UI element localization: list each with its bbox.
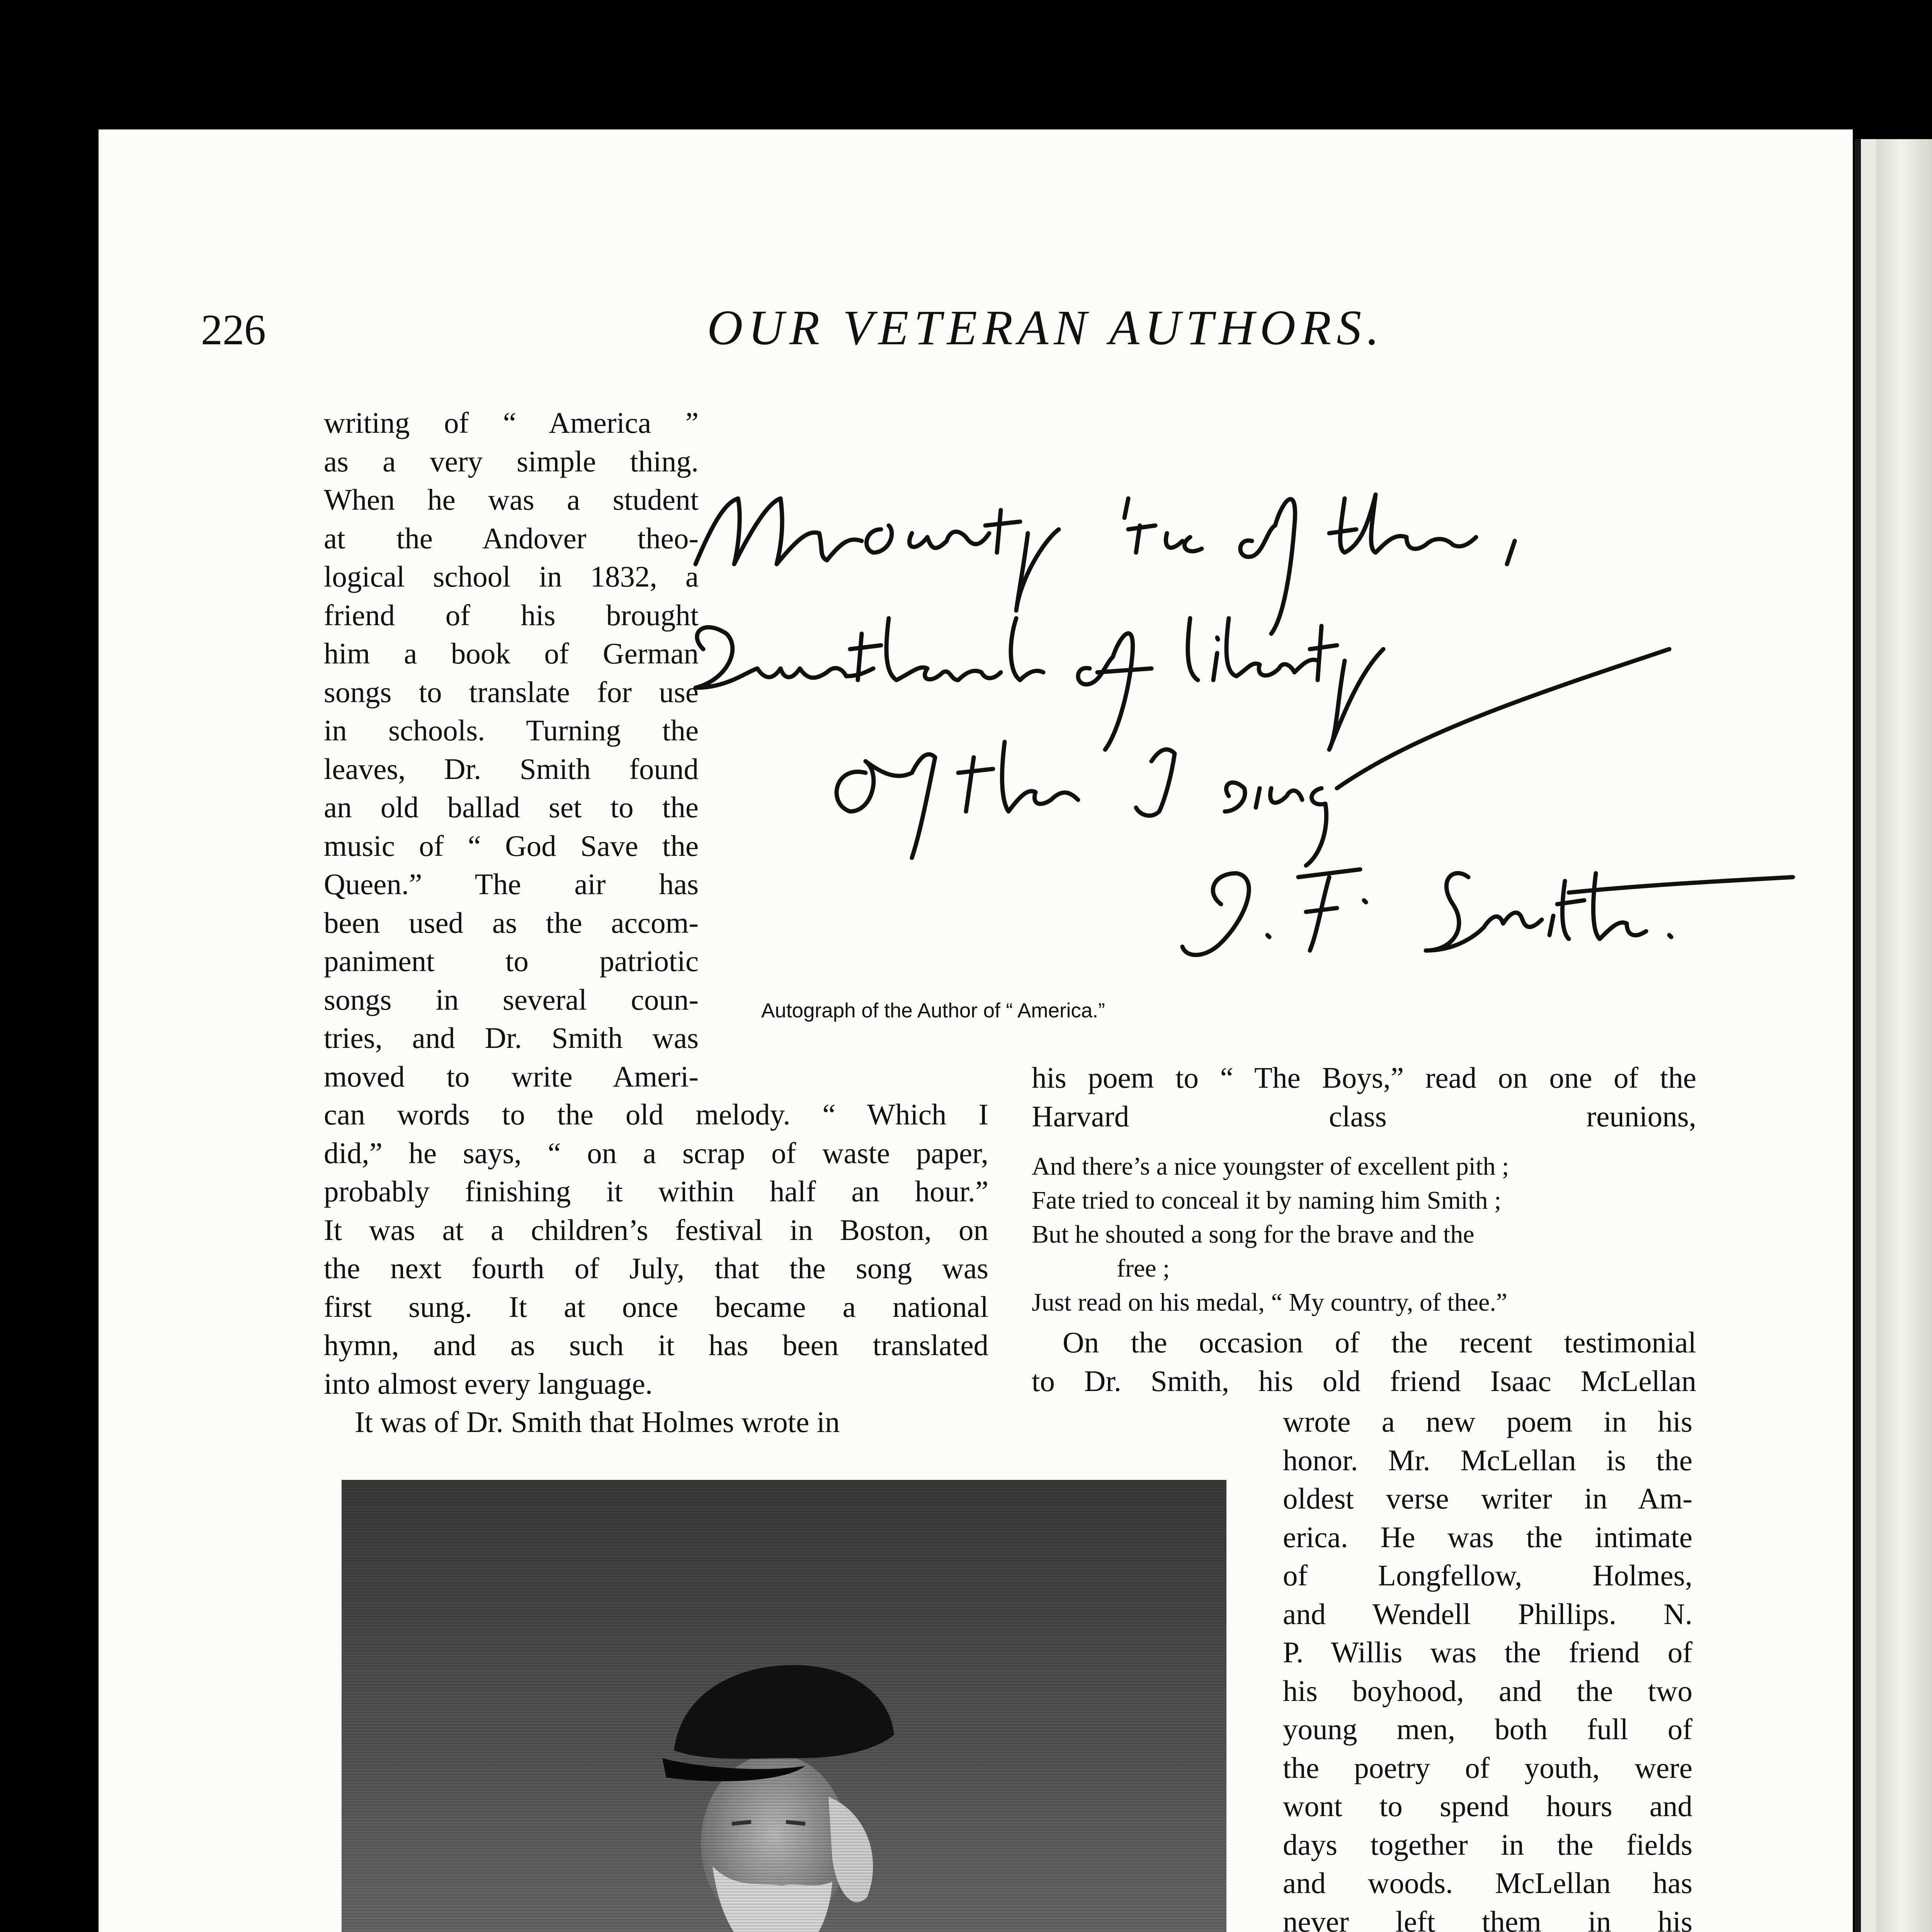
autograph-signature <box>680 402 1824 1036</box>
facing-page-edge <box>1855 139 1932 1932</box>
holmes-poem: And there’s a nice youngster of excellent pith ; Fate tried to conceal it by naming him Smith ; But he shouted a song for the brave and the free ; Just read on his medal, “ My country, of thee.” <box>1032 1152 1509 1316</box>
trowbridge-portrait-photo <box>342 1480 1226 1932</box>
autograph-caption: Autograph of the Author of “ America.” <box>761 999 1105 1022</box>
running-title: OUR VETERAN AUTHORS. <box>707 300 1385 355</box>
column1-bottom: can words to the old melody. “ Which I did,” he says, “ on a scrap of waste paper, probably finishing it within half an hour.” It was at a children’s festival in Boston, on the next fourth of July, that the song was first sung. It at once became a national hymn, and as such it has been translated into almost every language. It was of Dr. Smith that Holmes wrote in <box>324 1098 988 1439</box>
column2-narrow: wrote a new poem in his honor. Mr. McLellan is the oldest verse writer in Am- erica. He was the intimate of Longfellow, Holmes, and Wendell Phillips. N. P. Willis was the friend of his boyhood, and the two young men, both full of the poetry of youth, were wont to spend hours and days together in the fields and woods. McLellan has never left them in his <box>1283 1405 1692 1932</box>
column1-top: writing of “ America ” as a very simple thing. When he was a student at the Andover theo- logical school in 1832, a friend of his brought him a book of German songs to translate for use in schools. Turning the leaves, Dr. Smith found an old ballad set to the music of “ God Save the Queen.” The air has been used as the accom- paniment to patriotic songs in several coun- tries, and Dr. Smith was moved to write Ameri- <box>324 406 699 1093</box>
column2-middle: On the occasion of the recent testimonial to Dr. Smith, his old friend Isaac McLellan <box>1032 1326 1696 1398</box>
page-number: 226 <box>201 306 266 354</box>
column2-intro: his poem to “ The Boys,” read on one of the Harvard class reunions, <box>1032 1061 1696 1133</box>
